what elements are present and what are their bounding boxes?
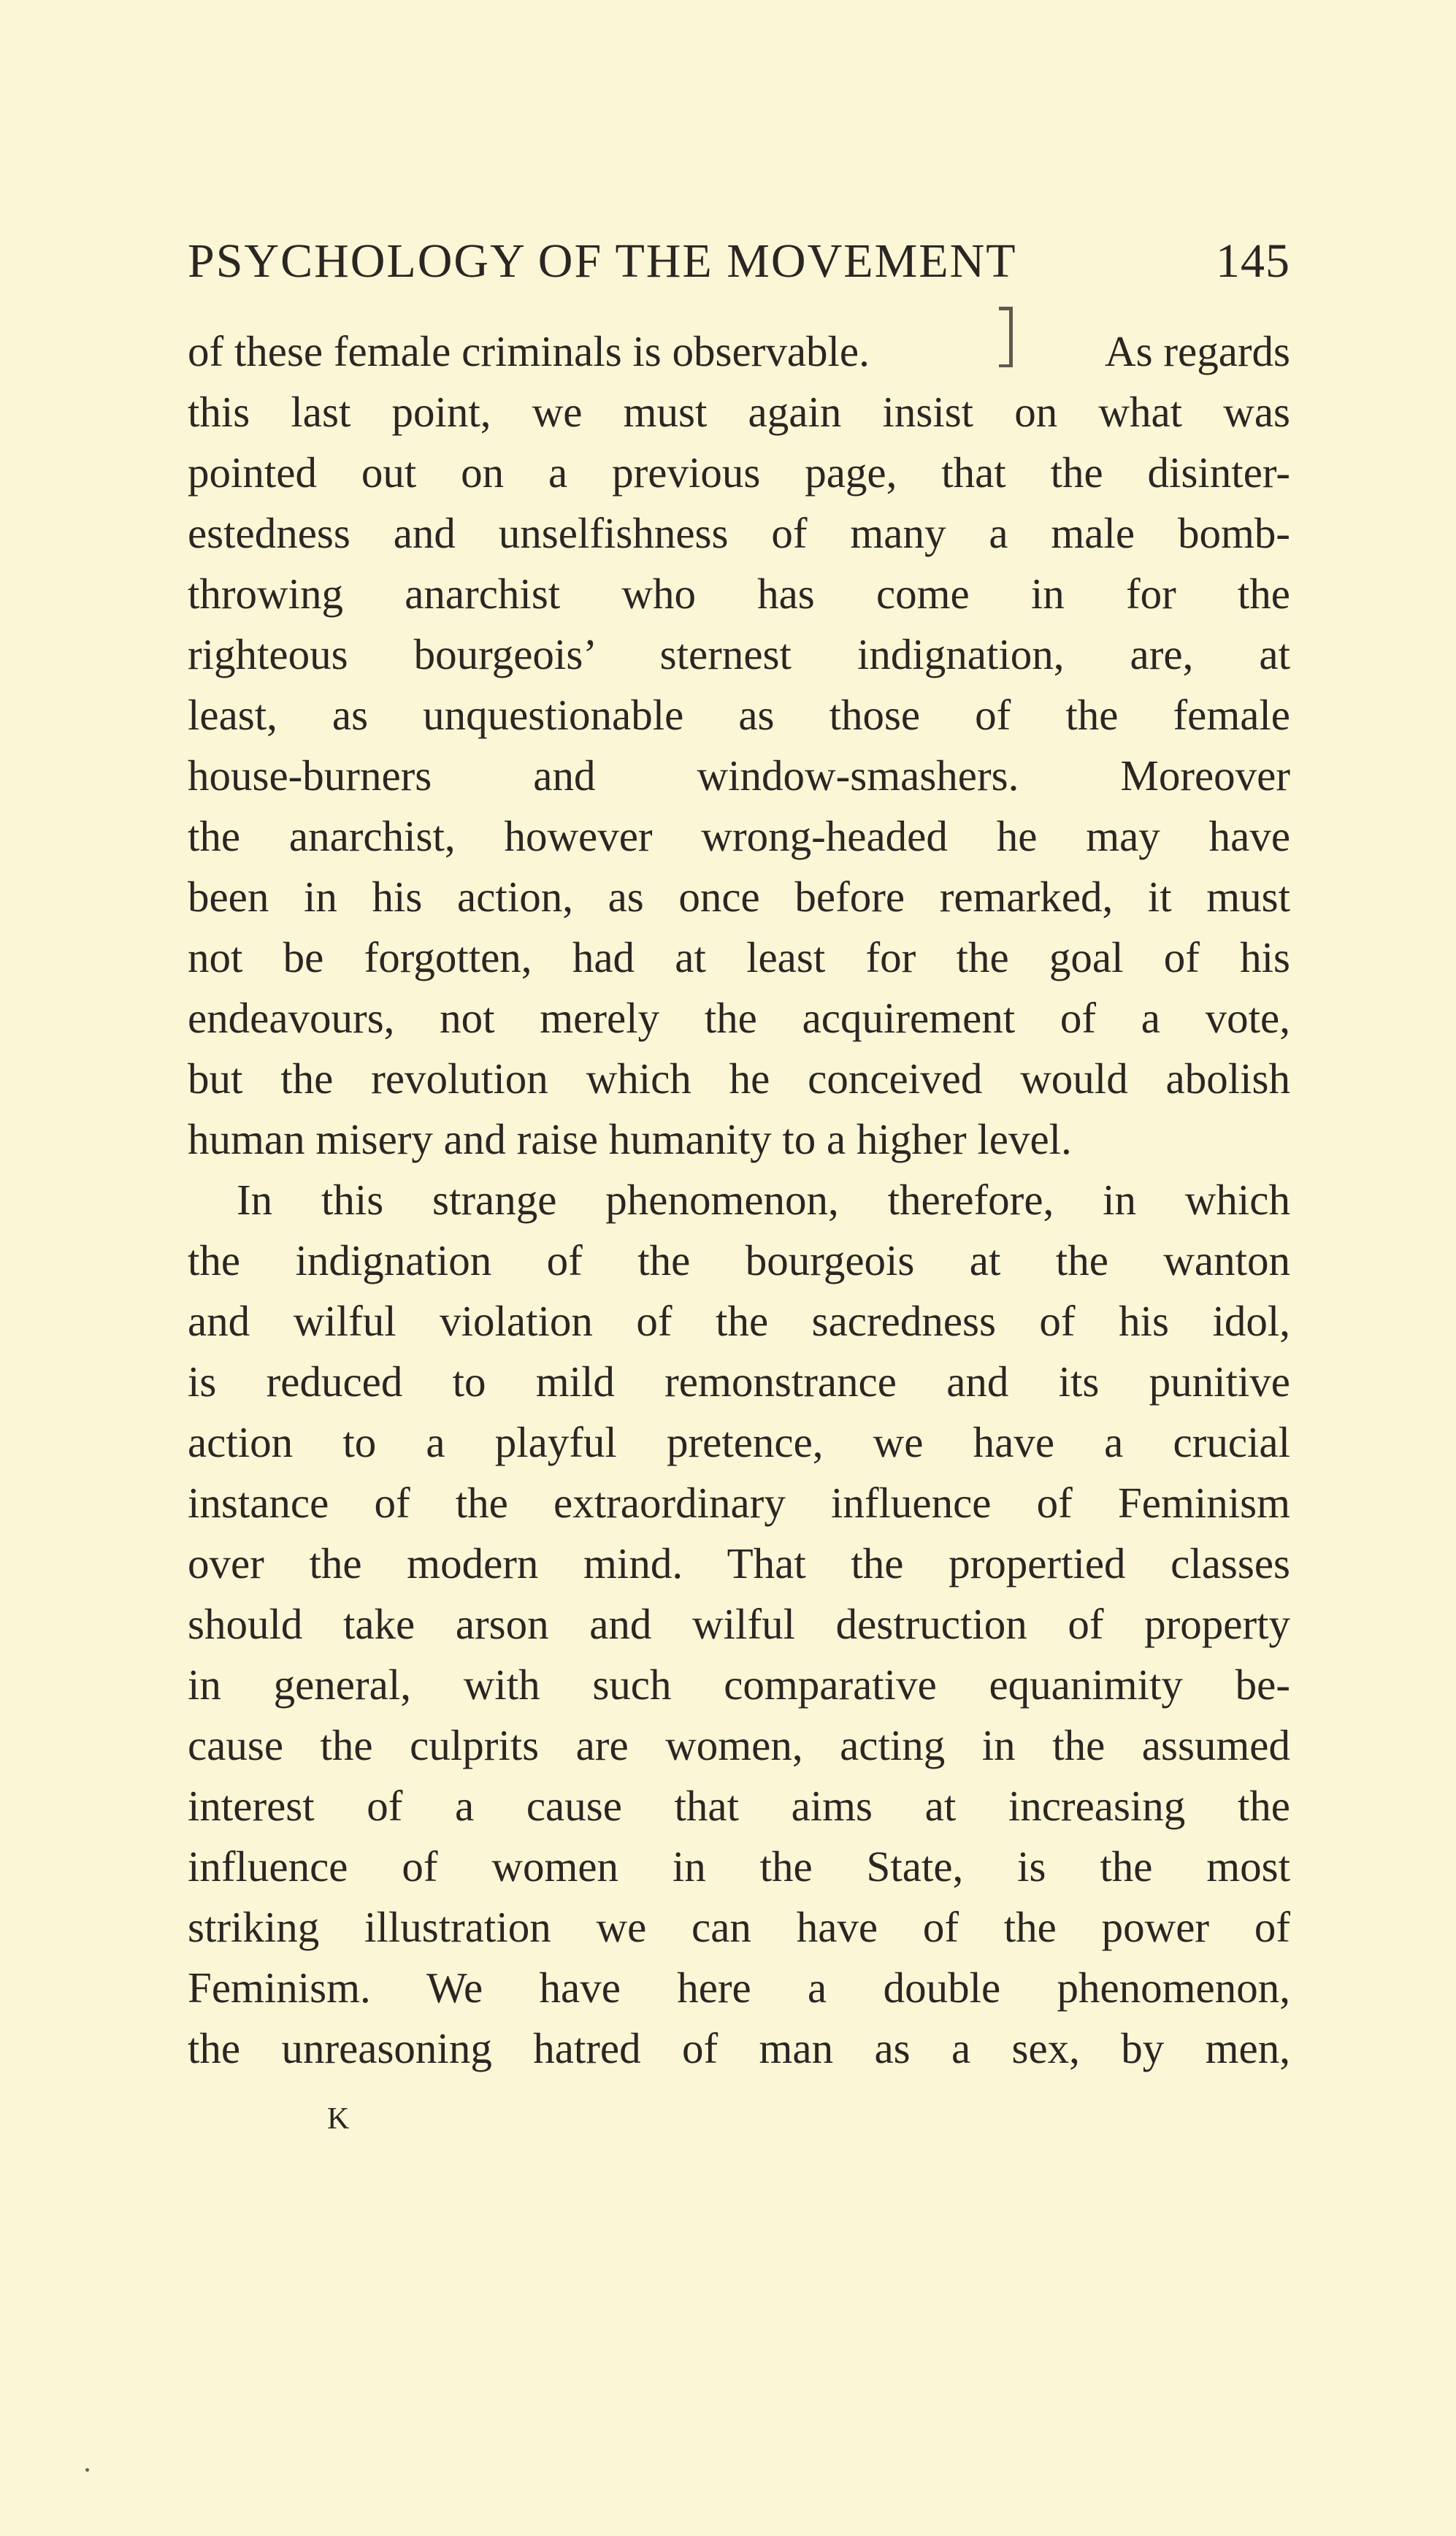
text-line: in general, with such comparative equanimity be-: [188, 1660, 1290, 1709]
signature-mark: K: [327, 2102, 351, 2136]
text-line: cause the culprits are women, acting in the assumed: [188, 1721, 1290, 1769]
text-line: action to a playful pretence, we have a crucial: [188, 1418, 1290, 1466]
running-head: [188, 232, 1290, 291]
text-line: Feminism. We have here a double phenomenon,: [188, 1964, 1290, 2012]
text-line: but the revolution which he conceived would abolish: [188, 1054, 1290, 1103]
text-line: the anarchist, however wrong-headed he may have: [188, 812, 1290, 860]
text-line: estedness and unselfishness of many a male bomb-: [188, 509, 1290, 557]
text-line: righteous bourgeois’ sternest indignation, are, at: [188, 630, 1290, 678]
paper-speck: [85, 2468, 89, 2472]
text-line-start: of these female criminals is observable.: [188, 327, 870, 375]
text-line: the unreasoning hatred of man as a sex, by men,: [188, 2024, 1290, 2072]
text-line: least, as unquestionable as those of the female: [188, 691, 1290, 739]
text-line: the indignation of the bourgeois at the wanton: [188, 1236, 1290, 1284]
body-text: [188, 321, 1290, 2079]
text-line: not be forgotten, had at least for the goal of his: [188, 933, 1290, 981]
text-line: should take arson and wilful destruction of property: [188, 1600, 1290, 1648]
text-line: over the modern mind. That the propertied classes: [188, 1539, 1290, 1587]
text-line: human misery and raise humanity to a higher level.: [188, 1115, 1072, 1163]
text-line: In this strange phenomenon, therefore, in which: [237, 1176, 1290, 1224]
text-line-end: As regards: [1105, 327, 1290, 375]
text-line: house-burners and window-smashers. Moreover: [188, 751, 1290, 800]
text-line: [188, 321, 1290, 382]
text-line: is reduced to mild remonstrance and its punitive: [188, 1357, 1290, 1406]
text-line: pointed out on a previous page, that the disinter-: [188, 448, 1290, 497]
text-line: and wilful violation of the sacredness of his idol,: [188, 1297, 1290, 1345]
running-head-title: PSYCHOLOGY OF THE MOVEMENT: [188, 234, 1017, 288]
text-line: been in his action, as once before remarked, it must: [188, 873, 1290, 921]
text-line: this last point, we must again insist on what was: [188, 388, 1290, 436]
text-line: throwing anarchist who has come in for the: [188, 570, 1290, 618]
page-number: 145: [1216, 234, 1290, 288]
text-line: influence of women in the State, is the most: [188, 1842, 1290, 1890]
text-line: interest of a cause that aims at increasing the: [188, 1782, 1290, 1830]
text-line: striking illustration we can have of the power of: [188, 1903, 1290, 1951]
text-line: endeavours, not merely the acquirement of a vote,: [188, 994, 1290, 1042]
text-line: instance of the extraordinary influence of Feminism: [188, 1479, 1290, 1527]
